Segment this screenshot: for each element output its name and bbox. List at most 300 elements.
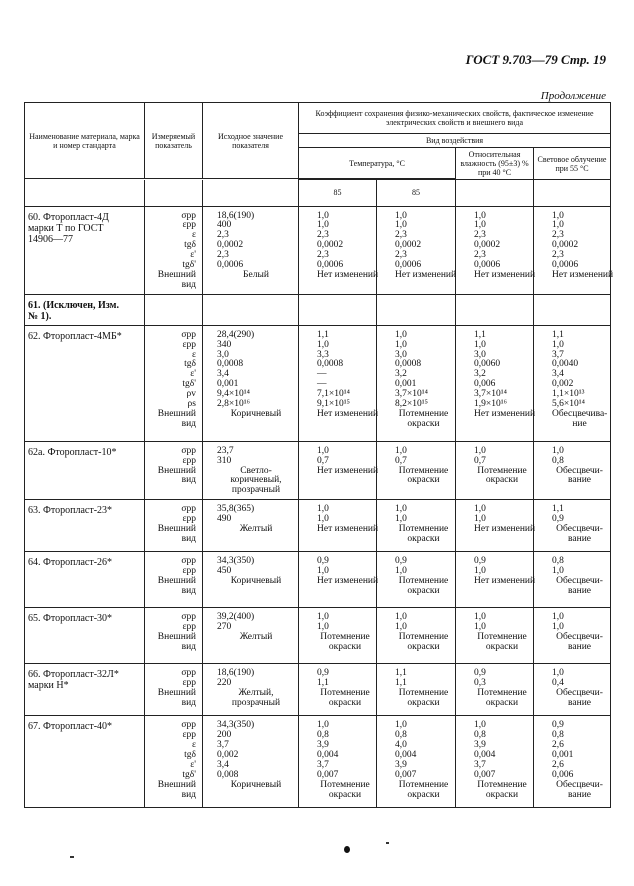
light-cell-line: 1,0 [552, 445, 564, 456]
light-cell-line: 0,8 [552, 556, 564, 567]
temp-85-cell-line: 1,0 [395, 566, 407, 577]
indicator-cell-line: ε' [190, 759, 196, 770]
page-mark [344, 846, 350, 853]
indicator-cell-line: εрр [182, 339, 196, 350]
humidity-cell-line: 0,3 [474, 678, 486, 689]
initial-value-cell-line: 28,4(290) [217, 329, 255, 340]
humidity-cell-line: 2,3 [474, 250, 486, 261]
temp-85-cell-line: 0,7 [395, 455, 407, 466]
humidity-cell-line: 1,0 [474, 210, 486, 221]
light-cell-line: 0,001 [552, 750, 574, 760]
indicator-cell-line: εрр [182, 730, 196, 741]
humidity-cell [456, 664, 534, 716]
material-cell-line: марки Н* [28, 680, 69, 692]
humidity-cell [456, 552, 534, 608]
humidity-cell [456, 325, 534, 441]
indicator-cell-line: ε' [190, 369, 196, 380]
humidity-cell-line: 1,0 [474, 339, 486, 350]
humidity-cell-line: Нет изменений [474, 576, 536, 587]
light-cell [534, 500, 611, 552]
humidity-cell-line: 0,0002 [474, 240, 501, 251]
temp-85-cell-line: 0,0002 [317, 240, 344, 251]
initial-value-cell-line: Желтый [239, 632, 273, 643]
temp-85-cell [377, 294, 456, 325]
temp-85-cell [377, 206, 456, 294]
light-cell [534, 664, 611, 716]
temp-85-cell-line: 1,0 [395, 622, 407, 633]
indicator-cell-line: εрр [182, 220, 196, 231]
col-indicator-header: Измеряемый показатель [145, 103, 203, 179]
initial-value-cell-line: 23,7 [217, 445, 234, 456]
light-cell-line: 0,0040 [552, 359, 579, 370]
material-cell-line: 67. Фторопласт-40* [28, 721, 113, 733]
light-cell-line: 1,0 [552, 339, 564, 350]
initial-value-cell-line: 3,0 [217, 349, 229, 360]
temp-85-cell-line: Нет изменений [395, 269, 457, 280]
humidity-cell-line: Потемнение [477, 632, 527, 643]
temp-85-cell-line: 1,0 [395, 210, 407, 221]
page-header: ГОСТ 9.703—79 Стр. 19 [465, 52, 606, 67]
temp-85-cell-line: 1,1 [395, 678, 407, 689]
temp-85-cell-line: Потемнение [320, 688, 370, 699]
material-cell-line: 63. Фторопласт-23* [28, 505, 113, 517]
temp-85-cell-line: Нет изменений [317, 465, 379, 476]
indicator-cell-line: Внешний [157, 688, 196, 699]
indicator-cell [145, 441, 203, 500]
table-head-spacer [145, 180, 203, 207]
table-body [25, 206, 614, 808]
initial-value-cell-line: Белый [243, 269, 269, 280]
indicator-cell-line: ε [192, 230, 196, 241]
temp-85-cell [377, 664, 456, 716]
temp-85-cell [377, 441, 456, 500]
initial-value-cell-line: прозрачный [231, 698, 281, 708]
initial-value-cell-line: 310 [217, 455, 232, 466]
indicator-cell-line: вид [181, 279, 196, 290]
material-cell [25, 552, 145, 608]
temp-85-cell-line: окраски [407, 789, 440, 800]
humidity-cell-line: окраски [485, 475, 519, 486]
table-row [25, 552, 611, 608]
indicator-cell-line: ε [192, 740, 196, 751]
temp-85-cell-line: 7,1×10¹⁴ [317, 389, 350, 400]
temp-85-cell-line: Потемнение [398, 409, 449, 419]
temp-85-cell-line: 1,0 [395, 220, 407, 231]
indicator-cell-line: tgδ' [182, 769, 196, 780]
table-row [25, 608, 611, 664]
temp-85-cell-line: — [317, 379, 327, 390]
material-cell-line: 66. Фторопласт-32Л* [28, 669, 119, 681]
material-cell [25, 325, 145, 441]
initial-value-cell-line: коричневый, [230, 475, 282, 486]
indicator-cell-line: вид [181, 698, 196, 708]
initial-value-cell-line: 450 [217, 566, 232, 577]
indicator-cell-line: εрр [182, 622, 196, 633]
temp-85-cell-line: 0,8 [395, 730, 407, 741]
material-cell-line: марки Т по ГОСТ [28, 222, 104, 234]
light-cell [534, 294, 611, 325]
light-cell-line: 3,7 [552, 349, 564, 360]
initial-value-cell-line: 39,2(400) [217, 612, 255, 623]
humidity-cell-line: 3,9 [474, 740, 486, 751]
temp-85-cell-line: окраски [407, 586, 440, 596]
light-cell-line: 1,0 [552, 566, 564, 577]
temp-85-cell-line: Потемнение [398, 465, 449, 476]
humidity-cell [456, 608, 534, 664]
indicator-cell-line: вид [181, 534, 196, 544]
initial-value-cell [203, 608, 299, 664]
temp-85-cell-line: 8,2×10¹⁵ [395, 399, 428, 410]
temp-85-cell [299, 608, 377, 664]
indicator-cell-line: ρs [187, 399, 196, 410]
indicator-cell [145, 552, 203, 608]
temp-85-cell-line: 3,9 [317, 740, 329, 751]
temp-85-cell-line: 1,0 [317, 504, 329, 515]
temp-85-cell [299, 716, 377, 808]
temp-85-cell-line: 2,3 [317, 250, 329, 261]
indicator-cell-line: εрр [182, 514, 196, 525]
temp-85-cell-line: Потемнение [398, 632, 449, 643]
temp-85-cell-line: 2,3 [395, 250, 407, 261]
initial-value-cell [203, 441, 299, 500]
table-head-spacer [534, 180, 611, 207]
humidity-cell-line: 0,0006 [474, 260, 501, 271]
indicator-cell-line: σрр [181, 210, 196, 221]
temp-85-cell-line: 1,0 [317, 720, 329, 731]
humidity-cell-line: 0,006 [474, 379, 496, 390]
temp-85-cell [299, 441, 377, 500]
properties-table [24, 102, 614, 808]
humidity-cell [456, 441, 534, 500]
temp-85-cell-line: Потемнение [398, 779, 449, 790]
table-row [25, 206, 611, 294]
initial-value-cell-line: 3,7 [217, 740, 229, 751]
humidity-header: Относительная влажность (95±3) % при 40 °С [456, 148, 534, 180]
light-cell-line: Обесцвечи- [556, 688, 603, 699]
light-cell [534, 325, 611, 441]
humidity-cell-line: 0,004 [474, 750, 496, 760]
table-row [25, 500, 611, 552]
initial-value-cell-line: 0,008 [217, 769, 239, 780]
impact-type-header: Вид воздействия [299, 134, 611, 148]
light-cell-line: Обесцвечива- [552, 409, 608, 419]
light-cell-line: 1,1 [552, 504, 564, 515]
initial-value-cell-line: 35,8(365) [217, 504, 255, 515]
temp-85-cell-line: 1,1 [317, 329, 329, 340]
temp-85-cell-line: 1,0 [317, 514, 329, 525]
humidity-cell-line: 0,8 [474, 730, 486, 741]
light-cell-line: Обесцвечи- [556, 632, 603, 643]
table-head-spacer [456, 180, 534, 207]
temp-85-cell-line: 3,3 [317, 349, 329, 360]
temp-85-cell [377, 325, 456, 441]
temp-85-cell-line: 1,0 [317, 612, 329, 623]
continuation-label: Продолжение [540, 90, 606, 102]
indicator-cell-line: ε' [190, 250, 196, 261]
material-cell [25, 716, 145, 808]
temp-85-cell-line: 0,007 [317, 769, 339, 780]
light-cell-line: 0,0006 [552, 260, 579, 271]
humidity-cell-line: Потемнение [477, 779, 527, 790]
indicator-cell [145, 608, 203, 664]
table-row [25, 716, 611, 808]
light-cell [534, 716, 611, 808]
humidity-cell-line: окраски [485, 642, 519, 652]
humidity-cell-line: 1,0 [474, 720, 486, 731]
temp-85-cell-line: 1,0 [395, 720, 407, 731]
indicator-cell-line: tgδ [184, 359, 196, 370]
indicator-cell-line: tgδ' [182, 379, 196, 390]
initial-value-cell [203, 500, 299, 552]
initial-value-cell-line: 0,0006 [217, 260, 244, 271]
temp-85-cell-line: 1,0 [395, 612, 407, 623]
humidity-cell-line: 1,0 [474, 445, 486, 456]
light-cell-line: 1,1×10¹³ [552, 389, 585, 400]
light-cell-line: 2,3 [552, 230, 564, 241]
temp-85-cell-line: Потемнение [320, 779, 370, 790]
material-cell [25, 500, 145, 552]
temp-85-cell-line: 1,1 [395, 668, 407, 679]
light-cell-line: 0,9 [552, 514, 564, 525]
humidity-cell-line: Нет изменений [474, 409, 536, 419]
initial-value-cell-line: 340 [217, 339, 232, 350]
initial-value-cell-line: Желтый [239, 524, 273, 535]
temp-85-cell-line: 1,1 [317, 678, 329, 689]
temp-85-cell-line: 0,001 [395, 379, 417, 390]
temp-85-cell-line: окраски [407, 698, 440, 708]
humidity-cell-line: 3,2 [474, 369, 486, 380]
indicator-cell-line: σрр [181, 329, 196, 340]
temp-85-cell-line: окраски [328, 789, 362, 800]
initial-value-cell-line: 270 [217, 622, 232, 633]
indicator-cell-line: σрр [181, 504, 196, 515]
temp-85-cell-line: окраски [407, 642, 440, 652]
temp-85-cell-line: Потемнение [320, 632, 370, 643]
temp-85-cell-line: 0,9 [317, 668, 329, 679]
indicator-cell-line: σрр [181, 612, 196, 623]
temp-85-cell-line: 1,0 [317, 566, 329, 577]
temp-85-cell [377, 500, 456, 552]
humidity-cell-line: Нет изменений [474, 269, 536, 280]
temp-85-cell-line: 3,9 [395, 759, 407, 770]
material-cell [25, 206, 145, 294]
indicator-cell-line: σрр [181, 556, 196, 567]
temp-85-cell-line: 9,1×10¹⁵ [317, 399, 350, 410]
light-cell-line: вание [568, 586, 591, 596]
initial-value-cell-line: 34,3(350) [217, 720, 255, 731]
light-cell-line: 2,3 [552, 250, 564, 261]
table-row [25, 325, 611, 441]
light-cell-line: 1,0 [552, 668, 564, 679]
material-cell-line: 62а. Фторопласт-10* [28, 446, 117, 458]
light-cell-line: Обесцвечи- [556, 576, 603, 587]
temp-85-cell-line: 0,004 [395, 750, 417, 760]
initial-value-cell [203, 716, 299, 808]
humidity-cell [456, 500, 534, 552]
light-cell-line: Обесцвечи- [556, 465, 603, 476]
initial-value-cell [203, 294, 299, 325]
page-mark [70, 856, 74, 858]
humidity-cell-line: 1,1 [474, 329, 486, 340]
temp-85-cell-line: 2,3 [395, 230, 407, 241]
initial-value-cell-line: прозрачный [231, 485, 281, 496]
indicator-cell-line: вид [181, 789, 196, 800]
page-mark [386, 842, 389, 844]
temp-85-cell-line: 1,0 [317, 339, 329, 350]
initial-value-cell-line: Коричневый [230, 576, 282, 587]
indicator-cell [145, 206, 203, 294]
temp-85-cell-line: 3,7×10¹⁴ [395, 389, 428, 400]
material-cell [25, 608, 145, 664]
humidity-cell-line: 1,0 [474, 220, 486, 231]
initial-value-cell-line: Светло- [240, 465, 272, 476]
initial-value-cell-line: 400 [217, 220, 232, 231]
temp-85-cell-line: окраски [407, 475, 440, 486]
initial-value-cell-line: 18,6(190) [217, 210, 255, 221]
indicator-cell-line: εрр [182, 566, 196, 577]
temp-85-cell-line: Нет изменений [317, 409, 379, 419]
temp-85-cell-line: Нет изменений [317, 524, 379, 535]
light-cell-line: 0,4 [552, 678, 564, 689]
temp-85-cell [377, 608, 456, 664]
temp-85-cell-line: 0,007 [395, 769, 417, 780]
initial-value-cell-line: 490 [217, 514, 232, 525]
temp-85-cell-line: — [317, 369, 327, 380]
temp-85-cell-line: 1,0 [317, 622, 329, 633]
temp-85-cell-line: Нет изменений [317, 269, 379, 280]
material-cell-line: 14906—77 [28, 233, 73, 245]
table-head-spacer [203, 180, 299, 207]
humidity-cell-line: окраски [485, 698, 519, 708]
light-cell-line: 1,0 [552, 612, 564, 623]
material-cell [25, 441, 145, 500]
humidity-cell-line: 3,7×10¹⁴ [474, 389, 507, 400]
humidity-cell-line: 1,9×10¹⁶ [474, 399, 507, 410]
humidity-cell-line: 0,0060 [474, 359, 501, 370]
temp-85-cell-line: 0,8 [317, 730, 329, 741]
temp-85-cell-line: 1,0 [395, 504, 407, 515]
humidity-cell-line: 0,7 [474, 455, 486, 466]
temp-85-cell-line: 1,0 [317, 445, 329, 456]
material-cell-line: 61. (Исключен, Изм. [28, 299, 119, 311]
initial-value-cell-line: 9,4×10¹⁴ [217, 389, 250, 400]
temp-85-cell [299, 294, 377, 325]
temp-85-cell [299, 500, 377, 552]
light-cell-line: 0,8 [552, 730, 564, 741]
initial-value-cell-line: 220 [217, 678, 232, 689]
initial-value-cell [203, 664, 299, 716]
initial-value-cell-line: 34,3(350) [217, 556, 255, 567]
temp-85-cell-line: 0,9 [317, 556, 329, 567]
humidity-cell-line: 1,0 [474, 514, 486, 525]
light-cell-line: ние [572, 418, 587, 429]
light-cell-line: 0,002 [552, 379, 574, 390]
indicator-cell-line: ε [192, 349, 196, 360]
indicator-cell-line: вид [181, 586, 196, 596]
temp-85-cell-line: 0,0008 [395, 359, 422, 370]
temp-85-cell [377, 716, 456, 808]
temp-85-header-2: 85 [377, 180, 456, 207]
initial-value-cell [203, 552, 299, 608]
temp-85-cell [299, 552, 377, 608]
temp-85-cell [299, 664, 377, 716]
temp-85-cell-line: 2,3 [317, 230, 329, 241]
light-header: Световое облучение при 55 °С [534, 148, 611, 180]
indicator-cell [145, 716, 203, 808]
initial-value-cell-line: Коричневый [230, 779, 282, 790]
humidity-cell [456, 716, 534, 808]
indicator-cell-line: вид [181, 475, 196, 486]
light-cell-line: 0,9 [552, 720, 564, 731]
temp-85-cell-line: 3,2 [395, 369, 407, 380]
indicator-cell-line: Внешний [157, 409, 196, 419]
temp-85-header-1: 85 [299, 180, 377, 207]
humidity-cell-line: Потемнение [477, 688, 527, 699]
temp-85-cell-line: окраски [328, 698, 362, 708]
humidity-cell-line: 2,3 [474, 230, 486, 241]
temp-85-cell-line: Нет изменений [317, 576, 379, 587]
temp-85-cell-line: 0,0006 [395, 260, 422, 271]
initial-value-cell-line: 0,001 [217, 379, 239, 390]
indicator-cell-line: εрр [182, 678, 196, 689]
material-cell [25, 294, 145, 325]
temp-85-cell-line: 0,0002 [395, 240, 422, 251]
light-cell-line: 1,0 [552, 622, 564, 633]
col-coefficient-header: Коэффициент сохранения физико-механических свойств, фактическое изменение электрических свойств и внешнего вида [299, 103, 611, 134]
humidity-cell-line: 3,0 [474, 349, 486, 360]
indicator-cell-line: Внешний [157, 576, 196, 587]
light-cell-line: 0,0002 [552, 240, 579, 251]
temp-85-cell-line: 0,004 [317, 750, 339, 760]
light-cell-line: вание [568, 475, 591, 486]
indicator-cell-line: σрр [181, 720, 196, 731]
table-row [25, 441, 611, 500]
indicator-cell-line: Внешний [157, 465, 196, 476]
initial-value-cell-line: Коричневый [230, 409, 282, 419]
indicator-cell-line: Внешний [157, 524, 196, 535]
temp-85-cell-line: 4,0 [395, 740, 407, 751]
initial-value-cell [203, 206, 299, 294]
temp-85-cell [299, 206, 377, 294]
col-initial-header: Исходное значение показателя [203, 103, 299, 179]
temperature-header: Температура, °С [299, 148, 456, 179]
humidity-cell-line: окраски [485, 789, 519, 800]
light-cell-line: 2,6 [552, 740, 564, 751]
material-cell [25, 664, 145, 716]
temp-85-cell-line: 1,0 [395, 329, 407, 340]
temp-85-cell [377, 552, 456, 608]
light-cell-line: 1,1 [552, 329, 564, 340]
light-cell-line: Обесцвечи- [556, 779, 603, 790]
temp-85-cell-line: Потемнение [398, 688, 449, 699]
indicator-cell-line: σрр [181, 668, 196, 679]
initial-value-cell-line: 3,4 [217, 369, 229, 380]
humidity-cell-line: 1,0 [474, 504, 486, 515]
table-head [25, 103, 611, 207]
light-cell-line: 2,6 [552, 759, 564, 770]
indicator-cell-line: Внешний [157, 632, 196, 643]
temp-85-cell-line: Потемнение [398, 576, 449, 587]
table-head-spacer [25, 180, 145, 207]
humidity-cell-line: 0,9 [474, 668, 486, 679]
temp-85-cell-line: окраски [328, 642, 362, 652]
light-cell-line: 0,8 [552, 455, 564, 466]
humidity-cell-line: 1,0 [474, 566, 486, 577]
temp-85-cell-line: 1,0 [395, 514, 407, 525]
initial-value-cell-line: 0,0008 [217, 359, 244, 370]
initial-value-cell [203, 325, 299, 441]
material-cell-line: 64. Фторопласт-26* [28, 557, 113, 569]
